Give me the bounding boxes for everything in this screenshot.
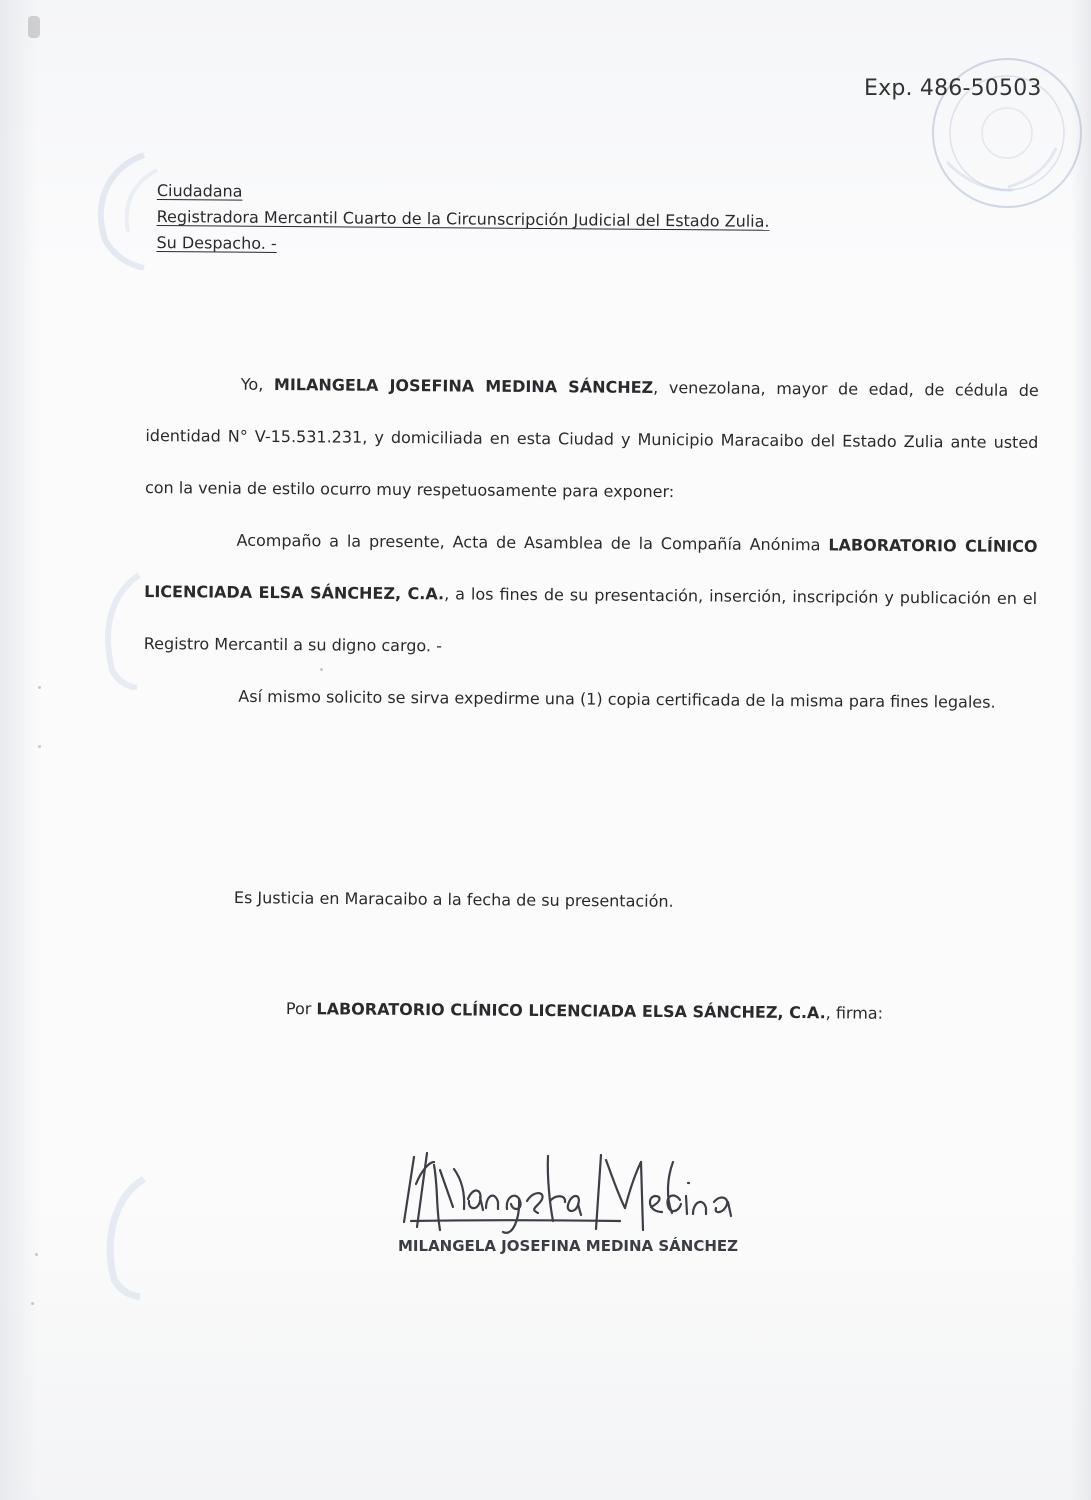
scan-speck (31, 1302, 34, 1305)
scan-speck (38, 745, 41, 748)
signer-printed-name: MILANGELA JOSEFINA MEDINA SÁNCHEZ (398, 1237, 739, 1255)
company-name: LABORATORIO CLÍNICO LICENCIADA ELSA SÁNCHEZ, C.A. (144, 535, 1038, 604)
paragraph-2-rest: , a los fines de su presentación, inserción, inscripción y publicación en el Registro Mercantil a su digno cargo. - (143, 584, 1038, 656)
paragraph-1-rest: , venezolana, mayor de edad, de cédula de identidad N° V-15.531.231, y domiciliada en esta Ciudad y Municipio Maracaibo del Estado Zulia ante usted con la venia de estilo ocurro muy respetuosamente para exponer: (144, 377, 1039, 502)
handwritten-signature (396, 1144, 741, 1244)
paragraph-2-intro: Acompaño a la presente, Acta de Asamblea de la Compañía Anónima (236, 530, 829, 555)
body-paragraph-1 (145, 358, 1039, 521)
recipient-line-1: Ciudadana (156, 180, 243, 201)
paragraph-1-intro: Yo, (240, 374, 275, 395)
recipient-line-2: Registradora Mercantil Cuarto de la Circunscripción Judicial del Estado Zulia. (156, 206, 770, 231)
applicant-name: MILANGELA JOSEFINA MEDINA SÁNCHEZ (273, 375, 654, 397)
recipient-block (156, 178, 857, 261)
closing-signature-line (286, 999, 906, 1023)
body-paragraph-2 (144, 514, 1038, 677)
closing-by-suffix: , firma: (825, 1003, 884, 1023)
closing-by-prefix: Por (285, 999, 317, 1019)
lower-stamp-mark (94, 1175, 164, 1300)
scan-speck (35, 1253, 38, 1256)
document-body (143, 358, 1039, 729)
body-paragraph-3: Así mismo solicito se sirva expedirme una (1) copia certificada de la misma para fines legales. (238, 686, 996, 712)
recipient-line-3: Su Despacho. - (156, 232, 277, 253)
closing-justice: Es Justicia en Maracaibo a la fecha de su presentación. (233, 888, 674, 911)
expediente-number: Exp. 486-50503 (864, 76, 1042, 101)
scan-speck (28, 16, 40, 38)
scan-speck (38, 686, 41, 689)
closing-company-name: LABORATORIO CLÍNICO LICENCIADA ELSA SÁNCHEZ, C.A. (316, 999, 826, 1023)
